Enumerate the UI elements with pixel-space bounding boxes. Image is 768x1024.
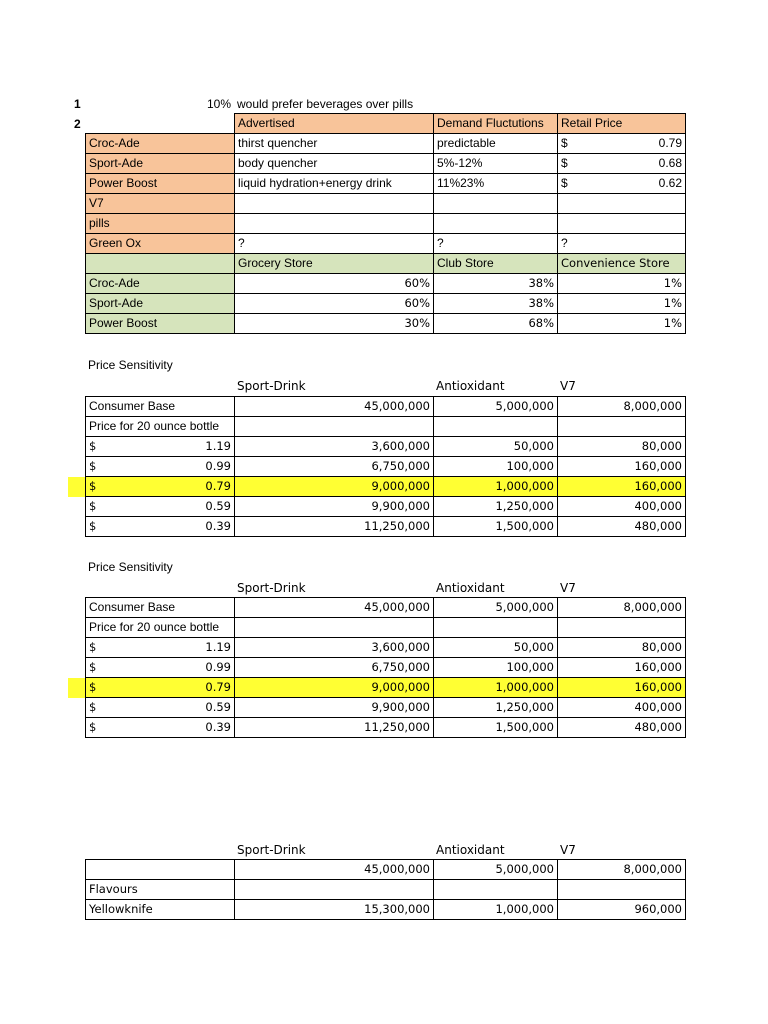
currency: $ (89, 479, 97, 493)
product-price: 0.62 (658, 176, 682, 190)
product-row (86, 154, 686, 174)
currency: $ (89, 660, 97, 674)
price-value: 0.79 (205, 680, 231, 694)
currency: $ (89, 439, 97, 453)
header-advertised: Advertised (235, 114, 434, 134)
antiox-demand: 100,000 (434, 457, 558, 477)
ps2-header-antioxidant: Antioxidant (436, 581, 505, 595)
consumer-base-sport: 45,000,000 (235, 397, 434, 417)
price-value: 0.59 (205, 700, 231, 714)
product-advertised: liquid hydration+energy drink (235, 174, 434, 194)
v7-demand: 160,000 (558, 477, 686, 497)
grocery-share: 60% (235, 274, 434, 294)
currency: ? (561, 236, 568, 250)
price-label: Price for 20 ounce bottle (86, 618, 235, 638)
product-demand: predictable (434, 134, 558, 154)
product-demand: 11%23% (434, 174, 558, 194)
price-row (86, 457, 686, 477)
store-row (86, 294, 686, 314)
club-share: 68% (434, 314, 558, 334)
flavours-row (86, 880, 686, 900)
price-row (86, 658, 686, 678)
store-header-row (86, 254, 686, 274)
grocery-share: 60% (235, 294, 434, 314)
sport-demand: 11,250,000 (235, 517, 434, 537)
product-name: Green Ox (86, 234, 235, 254)
grocery-share: 30% (235, 314, 434, 334)
flavours-label: Yellowknife (86, 900, 235, 920)
price-value: 0.99 (205, 660, 231, 674)
currency: $ (89, 680, 97, 694)
product-row (86, 234, 686, 254)
product-name: Croc-Ade (86, 134, 235, 154)
consumer-base-label: Consumer Base (86, 598, 235, 618)
antiox-demand: 1,000,000 (434, 477, 558, 497)
v7-demand: 400,000 (558, 497, 686, 517)
price-sensitivity-2-title: Price Sensitivity (88, 560, 173, 574)
v7-demand: 80,000 (558, 437, 686, 457)
header-retail-price: Retail Price (558, 114, 686, 134)
consumer-base-antiox: 5,000,000 (434, 397, 558, 417)
ps2-header-sport: Sport-Drink (237, 581, 306, 595)
product-price-cell (558, 174, 686, 194)
price-row (86, 718, 686, 738)
flavours-v7: 960,000 (558, 900, 686, 920)
sport-demand: 11,250,000 (235, 718, 434, 738)
flavours-table (85, 859, 686, 920)
flavours-header-v7: V7 (560, 843, 576, 857)
v7-demand: 160,000 (558, 457, 686, 477)
price-sensitivity-1-table (85, 396, 686, 537)
product-price-cell (558, 194, 686, 214)
product-name: Power Boost (86, 174, 235, 194)
store-row (86, 274, 686, 294)
price-row-highlighted (86, 678, 686, 698)
antiox-demand: 1,250,000 (434, 698, 558, 718)
product-demand (434, 194, 558, 214)
product-name: V7 (86, 194, 235, 214)
antiox-demand: 1,250,000 (434, 497, 558, 517)
price-row (86, 437, 686, 457)
price-row-highlighted (86, 477, 686, 497)
ps2-highlight-marker (68, 678, 86, 698)
flavours-row (86, 900, 686, 920)
product-row (86, 214, 686, 234)
products-table (85, 113, 686, 334)
header-grocery: Grocery Store (235, 254, 434, 274)
v7-demand: 400,000 (558, 698, 686, 718)
price-value: 0.79 (205, 479, 231, 493)
product-price: 0.79 (658, 136, 682, 150)
antiox-demand: 50,000 (434, 437, 558, 457)
v7-demand: 480,000 (558, 517, 686, 537)
price-cell (86, 457, 235, 477)
consumer-base-v7: 8,000,000 (558, 397, 686, 417)
flavours-label: Flavours (86, 880, 235, 900)
consumer-base-row (86, 598, 686, 618)
price-cell (86, 698, 235, 718)
product-price: 0.68 (658, 156, 682, 170)
product-demand: 5%-12% (434, 154, 558, 174)
price-label-row (86, 618, 686, 638)
ps1-header-v7: V7 (560, 379, 576, 393)
flavours-sport: 15,300,000 (235, 900, 434, 920)
convenience-share: 1% (558, 294, 686, 314)
currency: $ (561, 136, 568, 150)
antiox-demand: 50,000 (434, 638, 558, 658)
header-convenience: Convenience Store (558, 254, 686, 274)
product-name: Sport-Ade (86, 154, 235, 174)
price-row (86, 497, 686, 517)
price-cell (86, 477, 235, 497)
product-demand: ? (434, 234, 558, 254)
price-row (86, 698, 686, 718)
store-row (86, 314, 686, 334)
antiox-demand: 1,000,000 (434, 678, 558, 698)
sport-demand: 9,000,000 (235, 477, 434, 497)
currency: $ (89, 700, 97, 714)
antiox-demand: 1,500,000 (434, 517, 558, 537)
price-cell (86, 517, 235, 537)
product-advertised: thirst quencher (235, 134, 434, 154)
product-advertised (235, 194, 434, 214)
totals-v7: 8,000,000 (558, 860, 686, 880)
store-product-name: Power Boost (86, 314, 235, 334)
price-row (86, 638, 686, 658)
price-value: 1.19 (205, 640, 231, 654)
consumer-base-sport: 45,000,000 (235, 598, 434, 618)
price-value: 0.39 (205, 519, 231, 533)
sport-demand: 6,750,000 (235, 457, 434, 477)
consumer-base-v7: 8,000,000 (558, 598, 686, 618)
price-label-row (86, 417, 686, 437)
flavours-header-sport: Sport-Drink (237, 843, 306, 857)
flavours-sport (235, 880, 434, 900)
price-value: 0.99 (205, 459, 231, 473)
convenience-share: 1% (558, 314, 686, 334)
consumer-base-antiox: 5,000,000 (434, 598, 558, 618)
product-row (86, 174, 686, 194)
currency: $ (561, 156, 568, 170)
price-sensitivity-1-title: Price Sensitivity (88, 358, 173, 372)
club-share: 38% (434, 274, 558, 294)
antiox-demand: 1,500,000 (434, 718, 558, 738)
price-value: 0.59 (205, 499, 231, 513)
price-row (86, 517, 686, 537)
price-cell (86, 658, 235, 678)
ps1-highlight-marker (68, 477, 86, 497)
store-product-name: Sport-Ade (86, 294, 235, 314)
ps2-header-v7: V7 (560, 581, 576, 595)
product-demand (434, 214, 558, 234)
ps1-header-sport: Sport-Drink (237, 379, 306, 393)
v7-demand: 80,000 (558, 638, 686, 658)
row-number-1: 1 (74, 97, 81, 111)
product-price-cell (558, 154, 686, 174)
consumer-base-row (86, 397, 686, 417)
product-advertised (235, 214, 434, 234)
sport-demand: 3,600,000 (235, 638, 434, 658)
row-number-2: 2 (74, 117, 81, 131)
v7-demand: 480,000 (558, 718, 686, 738)
price-cell (86, 497, 235, 517)
flavours-antiox: 1,000,000 (434, 900, 558, 920)
currency: $ (89, 640, 97, 654)
product-advertised: ? (235, 234, 434, 254)
price-value: 0.39 (205, 720, 231, 734)
price-sensitivity-2-table (85, 597, 686, 738)
products-header-row (86, 114, 686, 134)
consumer-base-label: Consumer Base (86, 397, 235, 417)
price-cell (86, 718, 235, 738)
product-advertised: body quencher (235, 154, 434, 174)
totals-antiox: 5,000,000 (434, 860, 558, 880)
store-product-name: Croc-Ade (86, 274, 235, 294)
flavours-totals-row (86, 860, 686, 880)
price-value: 1.19 (205, 439, 231, 453)
price-label: Price for 20 ounce bottle (86, 417, 235, 437)
header-demand: Demand Fluctutions (434, 114, 558, 134)
currency: $ (89, 499, 97, 513)
intro-text: would prefer beverages over pills (237, 97, 414, 111)
sport-demand: 6,750,000 (235, 658, 434, 678)
product-name: pills (86, 214, 235, 234)
flavours-header-antioxidant: Antioxidant (436, 843, 505, 857)
flavours-v7 (558, 880, 686, 900)
v7-demand: 160,000 (558, 658, 686, 678)
antiox-demand: 100,000 (434, 658, 558, 678)
product-price-cell (558, 234, 686, 254)
product-row (86, 194, 686, 214)
sport-demand: 9,000,000 (235, 678, 434, 698)
sport-demand: 3,600,000 (235, 437, 434, 457)
totals-sport: 45,000,000 (235, 860, 434, 880)
currency: $ (89, 519, 97, 533)
product-price-cell (558, 214, 686, 234)
price-cell (86, 678, 235, 698)
v7-demand: 160,000 (558, 678, 686, 698)
ps1-header-antioxidant: Antioxidant (436, 379, 505, 393)
price-cell (86, 638, 235, 658)
convenience-share: 1% (558, 274, 686, 294)
header-club: Club Store (434, 254, 558, 274)
currency: $ (561, 176, 568, 190)
club-share: 38% (434, 294, 558, 314)
price-cell (86, 437, 235, 457)
flavours-antiox (434, 880, 558, 900)
sport-demand: 9,900,000 (235, 698, 434, 718)
intro-pct: 10% (207, 97, 232, 111)
product-price-cell (558, 134, 686, 154)
sport-demand: 9,900,000 (235, 497, 434, 517)
currency: $ (89, 720, 97, 734)
product-row (86, 134, 686, 154)
currency: $ (89, 459, 97, 473)
